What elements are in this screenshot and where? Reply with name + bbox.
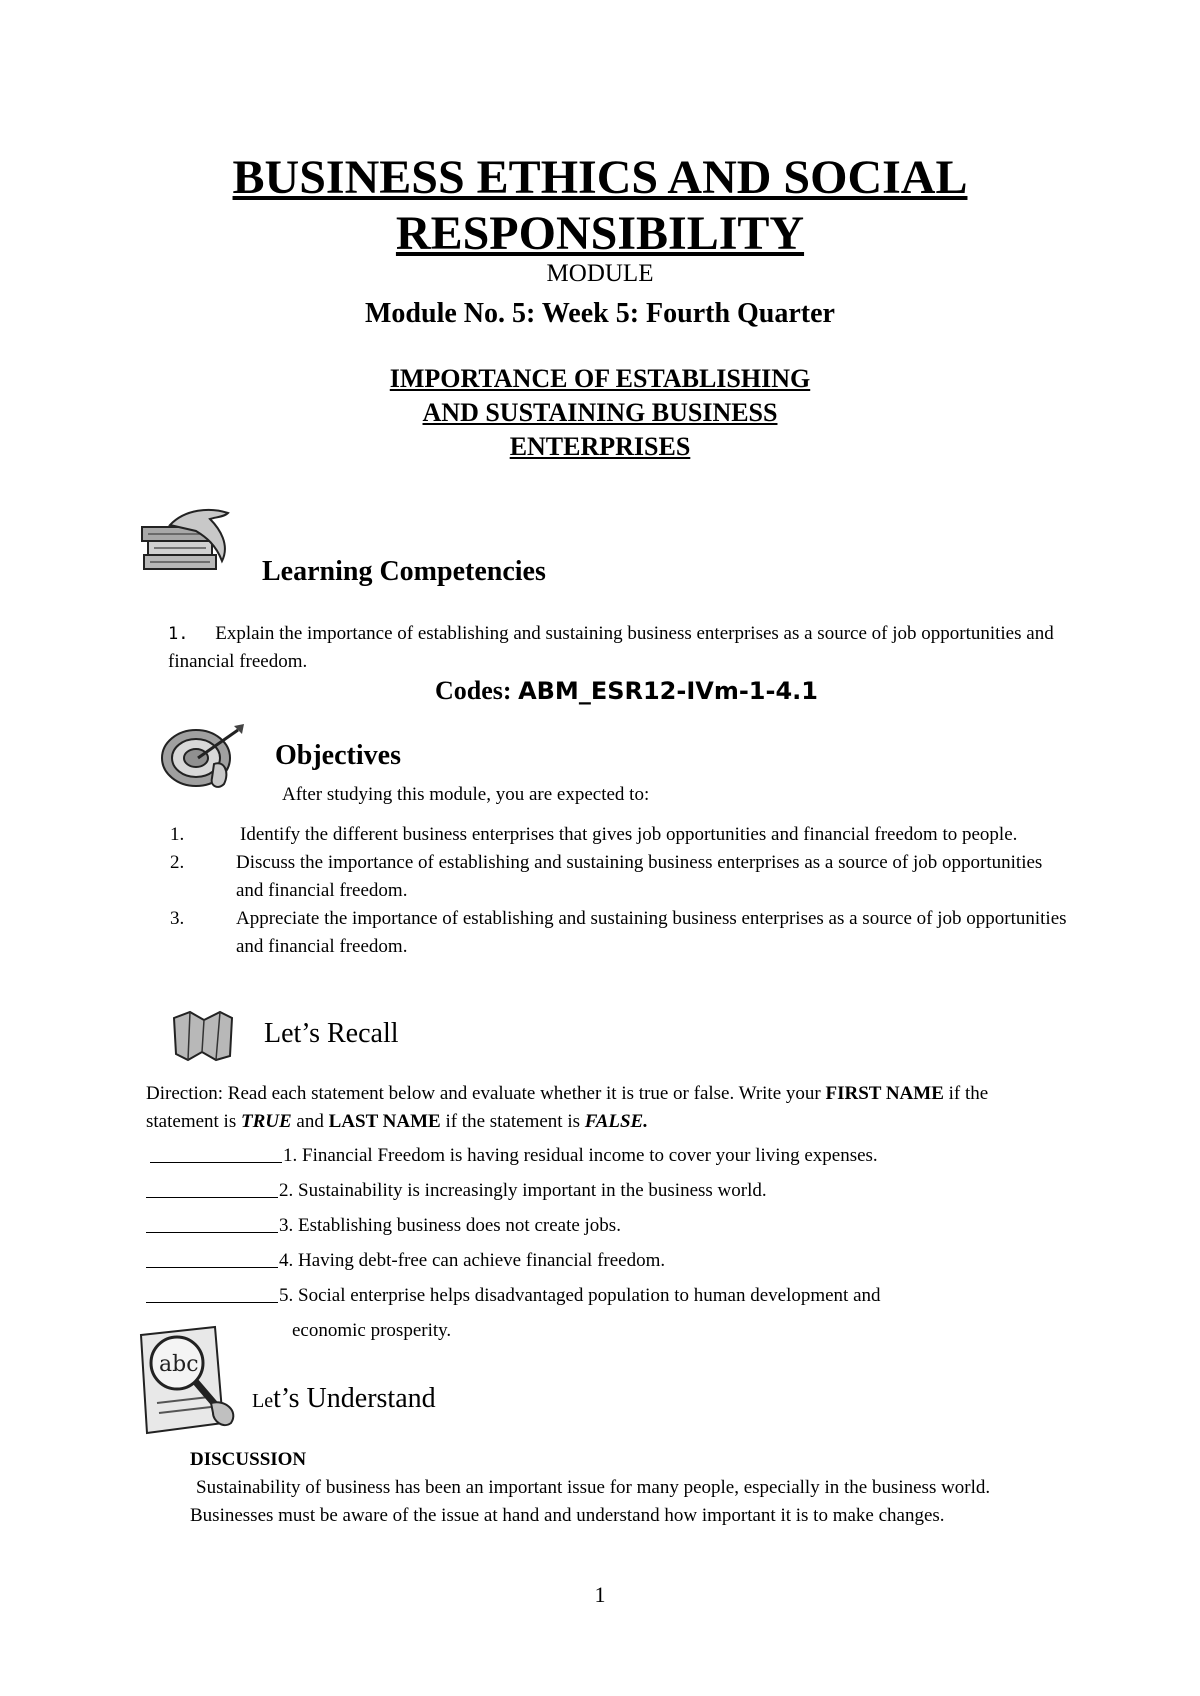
recall-question-3 (146, 1212, 1086, 1247)
answer-blank[interactable] (146, 1247, 278, 1268)
topic-line3: ENTERPRISES (509, 432, 691, 461)
direction-text: if the statement is (440, 1111, 585, 1132)
module-info: Module No. 5: Week 5: Fourth Quarter (365, 298, 835, 329)
direction-false: FALSE. (584, 1111, 648, 1132)
target-icon (158, 720, 248, 792)
understand-heading-prefix: Le (252, 1390, 274, 1412)
direction-last-name: LAST NAME (328, 1111, 441, 1132)
competencies-heading: Learning Competencies (262, 556, 546, 587)
objective-number: 1. (170, 824, 185, 845)
answer-blank[interactable] (146, 1177, 278, 1198)
question-text: 3. Establishing business does not create jobs. (279, 1215, 621, 1236)
direction-text: if the statement is (146, 1083, 989, 1132)
discussion-label: DISCUSSION (190, 1449, 307, 1470)
recall-question-5-continued: economic prosperity. (292, 1320, 452, 1341)
svg-text:abc: abc (159, 1352, 199, 1377)
objectives-heading: Objectives (275, 740, 401, 771)
module-label: MODULE (546, 260, 654, 287)
topic-line2: AND SUSTAINING BUSINESS (422, 398, 778, 427)
page-number: 1 (594, 1582, 606, 1607)
recall-question-1 (146, 1142, 1086, 1177)
competency-text: Explain the importance of establishing and sustaining business enterprises as a source of job opportunities and financial freedom. (168, 623, 1054, 672)
competency-number: 1. (168, 624, 189, 644)
codes-label: Codes: (435, 676, 512, 705)
question-text: 4. Having debt-free can achieve financial freedom. (279, 1250, 666, 1271)
discussion-text: Sustainability of business has been an important issue for many people, especially in the business world. Businesses must be aware of the issue at hand and understand how important it is to make changes. (190, 1477, 991, 1526)
answer-blank[interactable] (150, 1142, 282, 1163)
competency-item (168, 620, 1068, 676)
recall-questions (146, 1142, 1086, 1317)
understand-heading-rest: t’s Understand (273, 1383, 436, 1414)
topic-line1: IMPORTANCE OF ESTABLISHING (389, 364, 811, 393)
understand-heading (252, 1383, 436, 1415)
objective-text: Discuss the importance of establishing and sustaining business enterprises as a source of job opportunities and financial freedom. (236, 852, 1043, 901)
competency-codes (435, 676, 818, 706)
recall-direction (146, 1080, 1056, 1136)
objective-number: 2. (170, 852, 185, 873)
objective-text: Appreciate the importance of establishing and sustaining business enterprises as a source of job opportunities and financial freedom. (236, 908, 1067, 957)
recall-heading: Let’s Recall (264, 1018, 399, 1049)
recall-question-4 (146, 1247, 1086, 1282)
objective-item-2 (170, 849, 1070, 905)
objectives-list (170, 821, 1070, 961)
page-title-line1: BUSINESS ETHICS AND SOCIAL (232, 151, 968, 204)
objectives-intro: After studying this module, you are expected to: (282, 784, 650, 805)
objective-text: Identify the different business enterprises that gives job opportunities and financial freedom to people. (240, 824, 1018, 845)
direction-text: Direction: Read each statement below and evaluate whether it is true or false. Write your (146, 1083, 826, 1104)
direction-first-name: FIRST NAME (825, 1083, 944, 1104)
recall-question-5 (146, 1282, 1086, 1317)
map-icon (170, 1010, 236, 1062)
answer-blank[interactable] (146, 1282, 278, 1303)
page-title-line2: RESPONSIBILITY (395, 207, 805, 260)
question-text: 1. Financial Freedom is having residual income to cover your living expenses. (283, 1145, 878, 1166)
codes-value: ABM_ESR12-IVm-1-4.1 (518, 677, 818, 705)
objective-number: 3. (170, 908, 185, 929)
recall-question-2 (146, 1177, 1086, 1212)
question-text: 2. Sustainability is increasingly important in the business world. (279, 1180, 767, 1201)
magnifier-abc-icon (135, 1325, 245, 1437)
answer-blank[interactable] (146, 1212, 278, 1233)
direction-true: TRUE (240, 1111, 292, 1132)
books-icon (140, 505, 235, 577)
direction-text: and (291, 1111, 329, 1132)
objective-item-3 (170, 905, 1070, 961)
question-text: 5. Social enterprise helps disadvantaged population to human development and (279, 1285, 881, 1306)
objective-item-1 (170, 821, 1070, 849)
